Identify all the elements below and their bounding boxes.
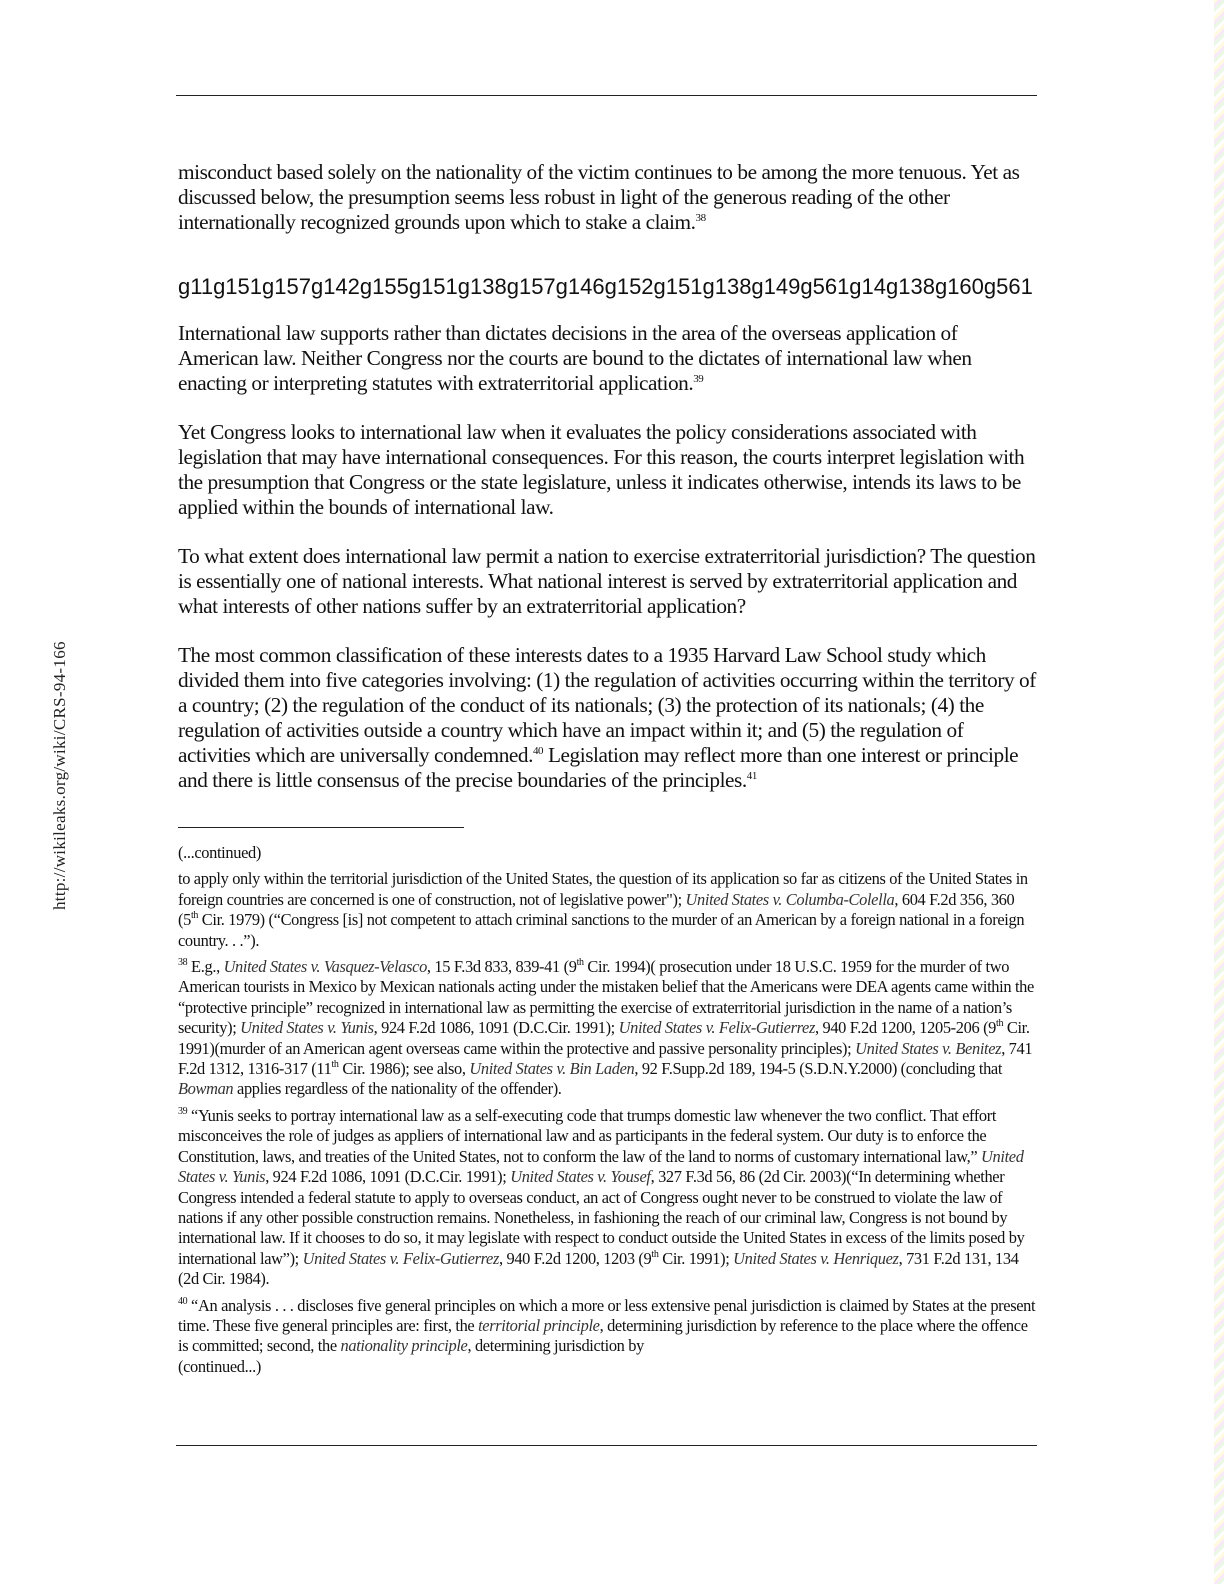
footnote-text: “An analysis . . . discloses five general principles on which a more or less extensive penal jurisdiction is claimed by States at the present time. These five general principles are: first, the (178, 1295, 1036, 1335)
ordinal-suffix: th (331, 1059, 339, 1071)
continued-label: (...continued) (178, 843, 261, 862)
footnote-text: , 924 F.2d 1086, 1091 (D.C.Cir. 1991); (265, 1167, 511, 1187)
paragraph-text: International law supports rather than dictates decisions in the area of the overseas application of American law. Neither Congress nor the courts are bound to the dictates of international law when enacting or interpreting statutes with extraterritorial application. (178, 321, 972, 395)
footnote-text: Cir. 1994)( prosecution under 18 U.S.C. 1959 for the murder of two American tourists in Mexico by Mexican nationals acting under the mistaken belief that the Americans were DEA agents came within the “protective principle” recognized in international law as permitting the exercise of extraterritorial jurisdiction in the name of a nation’s security); (178, 957, 1034, 1038)
footnote-ref-38[interactable]: 38 (695, 211, 706, 224)
footnote-39 (178, 1106, 1038, 1290)
case-name: United States v. Yunis (240, 1018, 374, 1038)
case-name: United States v. Yunis (178, 1146, 1024, 1187)
continued-label: (continued...) (178, 1356, 261, 1376)
footnote-text: Cir. 1979) (“Congress [is] not competent to attach criminal sanctions to the murder of an American by a foreign national in a foreign country. . .”). (178, 910, 1025, 950)
principle-term: territorial principle (478, 1315, 600, 1335)
case-name: United States v. Felix-Gutierrez (302, 1248, 499, 1268)
paragraph-2 (178, 321, 1038, 396)
footnote-40 (178, 1296, 1038, 1378)
case-name: United States v. Yousef (510, 1167, 651, 1187)
footnote-number: 40 (178, 1295, 188, 1307)
paragraph-text: The most common classification of these interests dates to a 1935 Harvard Law School study which divided them into five categories involving: (1) the regulation of activities occurring within the territory of a country; (2) the regulation of the conduct of its nationals; (3) the protection of its nationals; (4) the regulation of activities outside a country which have an impact within it; and (5) the regulation of activities which are universally condemned. (178, 643, 1036, 767)
case-name: United States v. Henriquez (733, 1248, 899, 1268)
footnote-text: , determining jurisdiction by (467, 1336, 644, 1356)
ordinal-suffix: th (651, 1248, 659, 1260)
footnote-ref-40[interactable]: 40 (533, 744, 544, 757)
footnote-text: Cir. 1991)(murder of an American agent overseas came within the protective and passive personality principles); (178, 1018, 1030, 1058)
footnote-text: , 741 F.2d 1312, 1316-317 (11 (178, 1038, 1033, 1079)
case-name: United States v. Vasquez-Velasco (223, 957, 427, 977)
footnote-text: , 940 F.2d 1200, 1203 (9 (499, 1248, 652, 1268)
paragraph-3 (178, 420, 1038, 520)
paragraph-1 (178, 160, 1038, 235)
footnote-text: , determining jurisdiction by reference to the place where the offence is committed; second, the (178, 1315, 1028, 1356)
case-name: United States v. Columba-Colella (685, 889, 895, 909)
footnote-text: Cir. 1991); (658, 1248, 734, 1268)
footnote-number: 38 (178, 957, 188, 969)
footnote-text: E.g., (187, 957, 224, 977)
footnote-ref-41[interactable]: 41 (746, 769, 757, 782)
footnote-ref-39[interactable]: 39 (693, 372, 704, 385)
paragraph-text: Legislation may reflect more than one interest or principle and there is little consensus of the precise boundaries of the principles. (178, 743, 1019, 792)
footnote-text: “Yunis seeks to portray international law as a self-executing code that trumps domestic law whenever the two conflict. That effort misconceives the role of judges as appliers of international law and as participants in the federal system. Our duty is to enforce the Constitution, laws, and treaties of the United States, not to conform the law of the land to norms of customary international law,” (178, 1105, 997, 1166)
paragraph-text: misconduct based solely on the nationality of the victim continues to be among the more tenuous. Yet as discussed below, the presumption seems less robust in light of the generous reading of the other internationally recognized grounds upon which to stake a claim. (178, 160, 1020, 234)
footer-rule (176, 1445, 1037, 1446)
paragraph-text: Yet Congress looks to international law when it evaluates the policy considerations associated with legislation that may have international consequences. For this reason, the courts interpret legislation with the presumption that Congress or the state legislature, unless it indicates otherwise, intends its laws to be applied within the bounds of international law. (178, 420, 1025, 519)
footnote-text: , 92 F.Supp.2d 189, 194-5 (S.D.N.Y.2000) (concluding that (634, 1059, 1003, 1079)
case-name: United States v. Felix-Gutierrez (618, 1018, 815, 1038)
case-name: Bowman (178, 1079, 234, 1099)
footnote-38 (178, 957, 1038, 1100)
paragraph-4 (178, 544, 1038, 619)
footnote-text: , 940 F.2d 1200, 1205-206 (9 (815, 1018, 997, 1038)
footnote-text: , 924 F.2d 1086, 1091 (D.C.Cir. 1991); (373, 1018, 619, 1038)
footnote-text: applies regardless of the nationality of the offender). (233, 1079, 562, 1099)
ordinal-suffix: th (190, 910, 199, 922)
header-rule (176, 95, 1037, 96)
footnote-text: to apply only within the territorial jurisdiction of the United States, the question of its application so far as citizens of the United States in foreign countries are concerned is one of construction, not of legislative power"); (178, 869, 1028, 909)
principle-term: nationality principle (340, 1336, 468, 1356)
page-edge-strip (1214, 0, 1224, 1584)
section-heading: g11g151g157g142g155g151g138g157g146g152g151g138g149g561g14g138g160g561 (178, 274, 1033, 299)
paragraph-text: To what extent does international law permit a nation to exercise extraterritorial jurisdiction? The question is essentially one of national interests. What national interest is served by extraterritorial application and what interests of other nations suffer by an extraterritorial application? (178, 544, 1036, 618)
ordinal-suffix: th (996, 1018, 1004, 1030)
case-name: United States v. Benitez (855, 1038, 1002, 1058)
paragraph-5 (178, 643, 1038, 793)
ordinal-suffix: th (576, 957, 584, 969)
footnote-text: , 327 F.3d 56, 86 (2d Cir. 2003)(“In determining whether Congress intended a federal statute to apply to overseas conduct, an act of Congress ought never to be construed to violate the law of nations if any other possible construction remains. Nonetheless, in fashioning the reach of our criminal law, Congress is not bound by international law. If it chooses to do so, it may legislate with respect to conduct outside the United States in excess of the limits posed by international law”); (178, 1167, 1025, 1268)
footnote-continued-text (178, 869, 1038, 951)
footnote-text: Cir. 1986); see also, (338, 1059, 470, 1079)
footnotes (178, 843, 1038, 1377)
footnote-number: 39 (178, 1105, 188, 1117)
case-name: United States v. Bin Laden (469, 1059, 635, 1079)
footnote-text: , 15 F.3d 833, 839-41 (9 (426, 957, 577, 977)
side-watermark-url: http://wikileaks.org/wiki/CRS-94-166 (50, 641, 69, 910)
footnote-text: , 731 F.2d 131, 134 (2d Cir. 1984). (178, 1248, 1019, 1289)
footnote-separator (178, 827, 464, 828)
footnote-text: , 604 F.2d 356, 360 (5 (178, 889, 1015, 930)
